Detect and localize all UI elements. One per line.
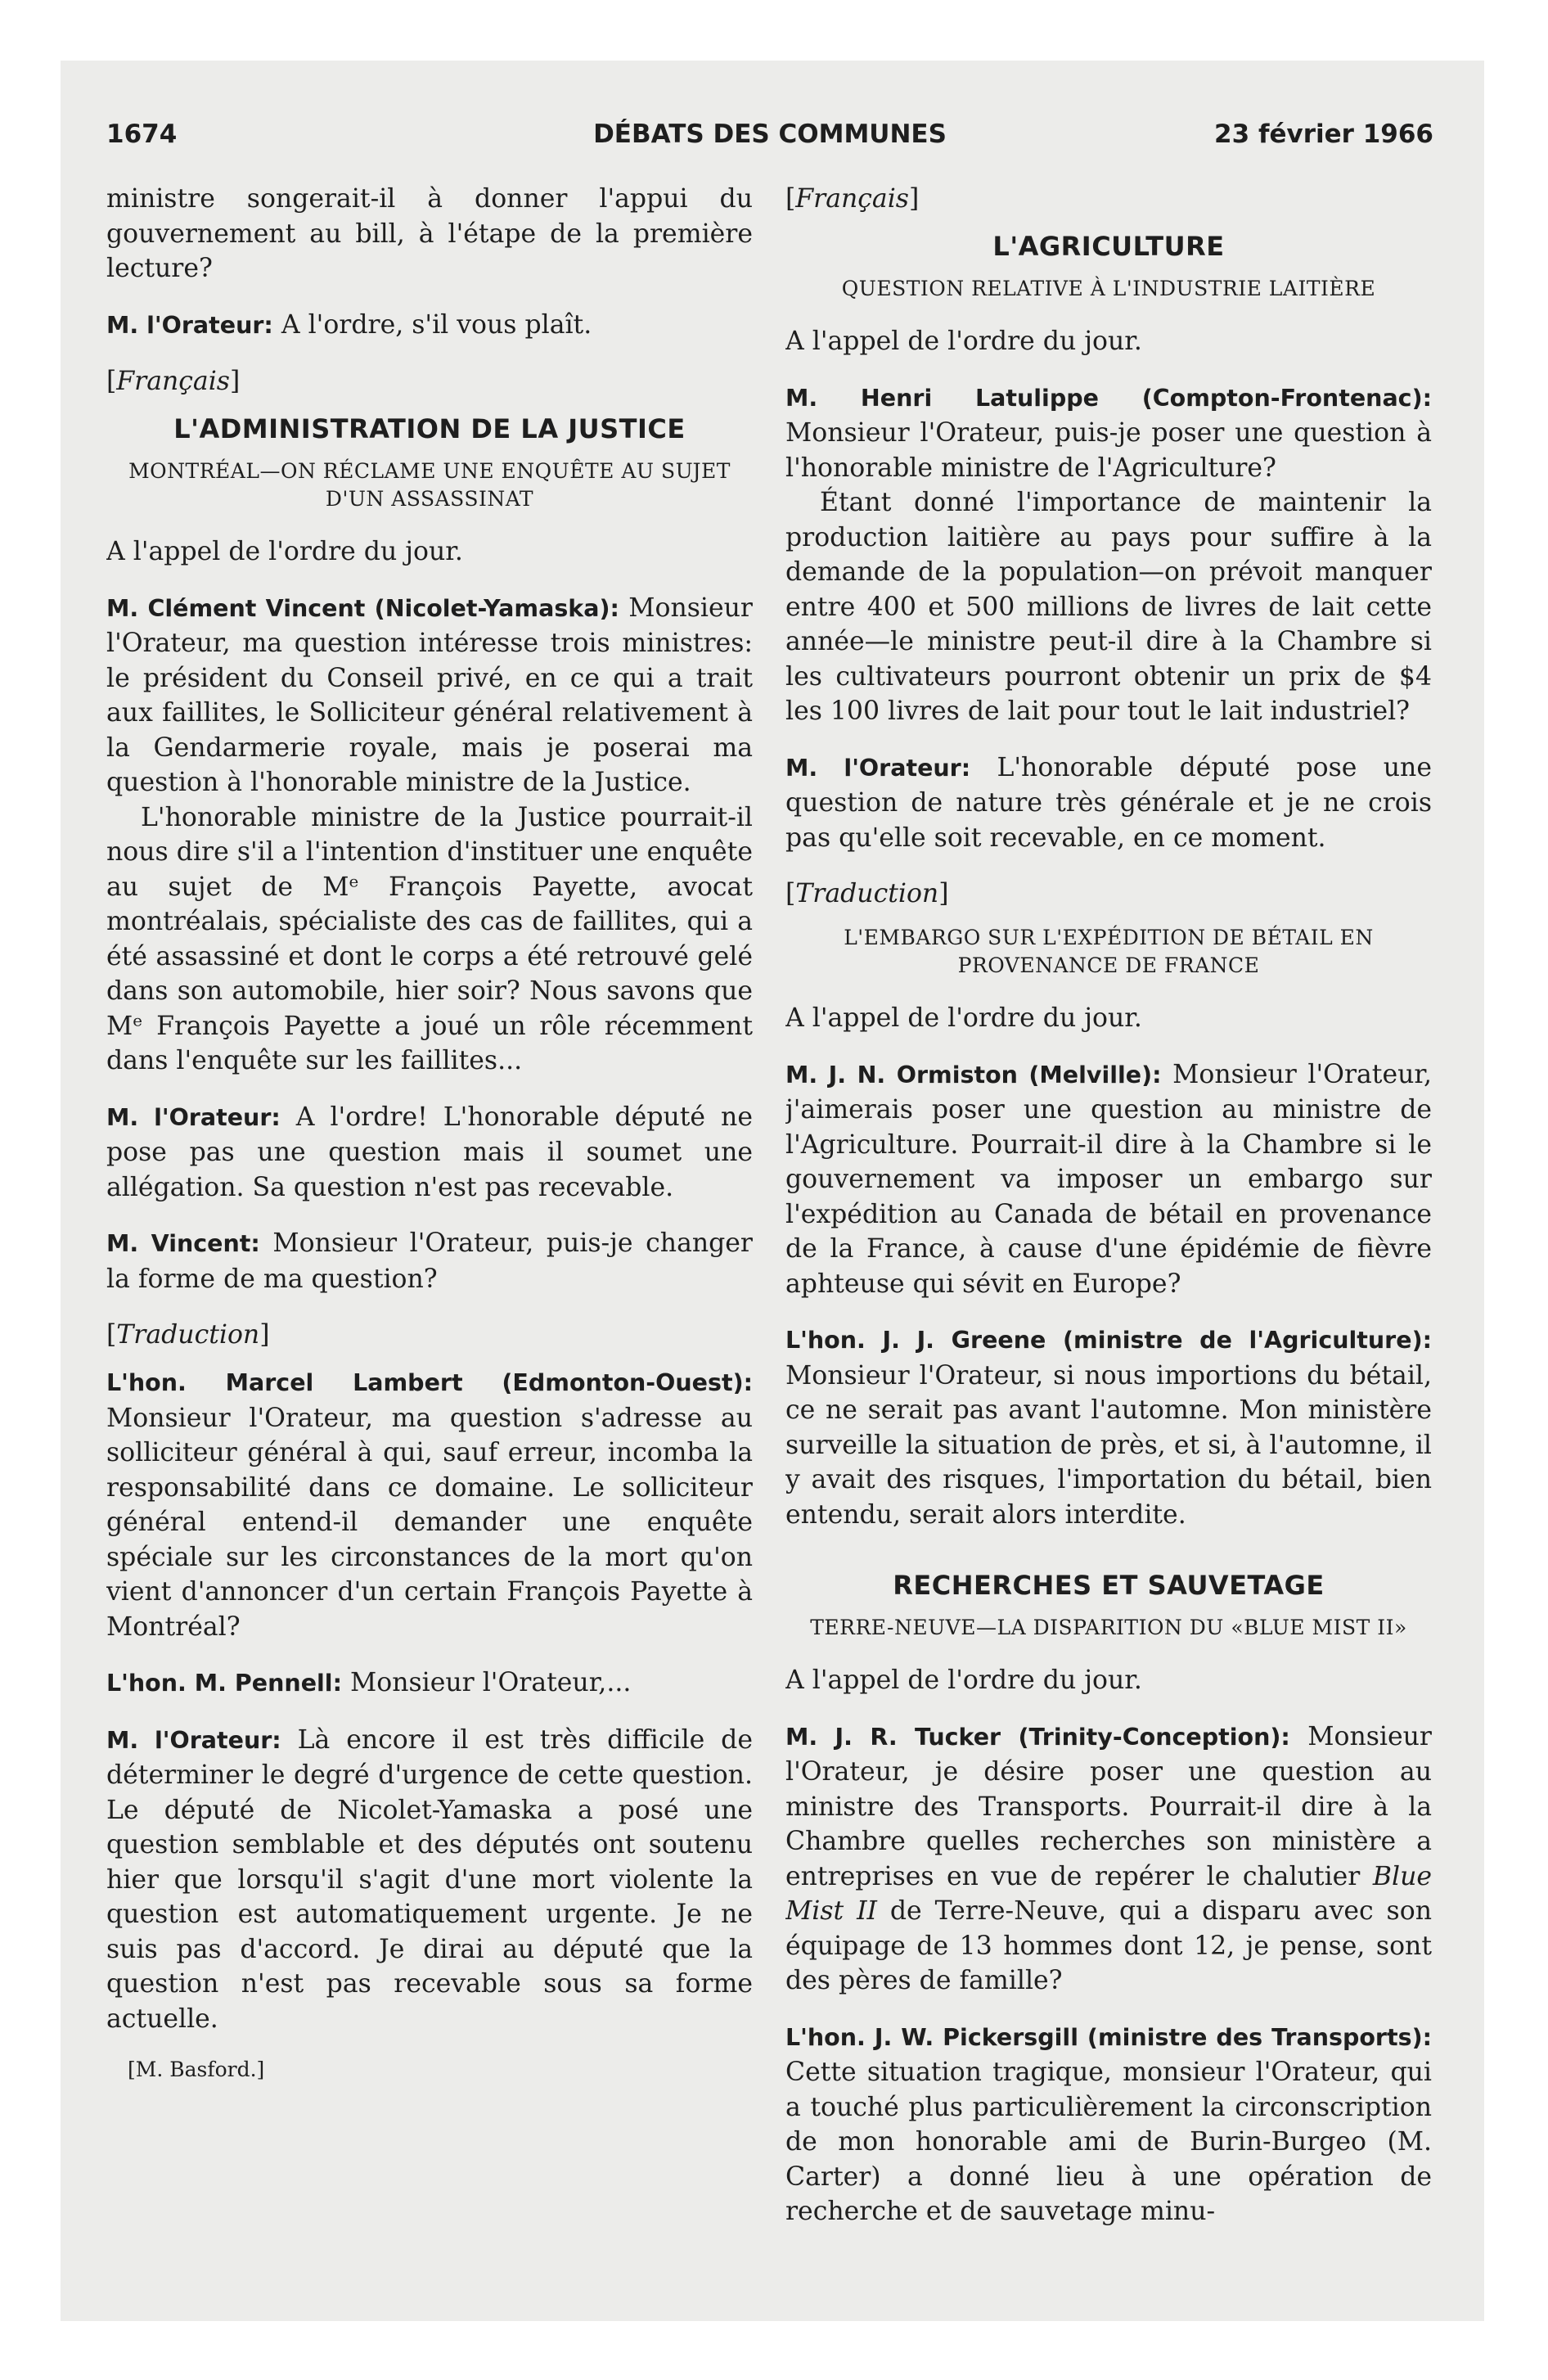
subsection-heading: MONTRÉAL—ON RÉCLAME UNE ENQUÊTE AU SUJET D'UN ASSASSINAT xyxy=(128,459,731,511)
speech-text: de Terre-Neuve, qui a disparu avec son équipage de 13 hommes dont 12, je pense, sont des pères de famille? xyxy=(785,1896,1432,1995)
speech-text: Monsieur l'Orateur, puis-je changer la forme de ma question? xyxy=(106,1228,753,1294)
paragraph: L'honorable ministre de la Justice pourrait-il nous dire s'il a l'intention d'instituer une enquête au sujet de Mᵉ François Payette, avocat montréalais, spécialiste des cas de faillites, qui a été assassiné et dont le corps a été retrouvé gelé dans son automobile, hier soir? Nous savons que Mᵉ François Payette a joué un rôle récemment dans l'enquête sur les faillites... xyxy=(106,802,753,1075)
language-marker: [Traduction] xyxy=(106,1320,270,1350)
paragraph xyxy=(785,1323,1432,1532)
language-label: Français xyxy=(795,184,909,214)
speech-text: Monsieur l'Orateur, ma question s'adresse au solliciteur général à qui, sauf erreur, incomba la responsabilité dans ce domaine. Le solliciteur général entend-il demander une enquête spéciale sur les circonstances de la mort qu'on vient d'annoncer d'un certain François Payette à Montréal? xyxy=(106,1403,753,1642)
speaker-name: L'hon. M. Pennell: xyxy=(106,1670,342,1697)
speech-text: Monsieur l'Orateur,... xyxy=(341,1668,632,1697)
publication-title: DÉBATS DES COMMUNES xyxy=(593,119,947,149)
paragraph: A l'appel de l'ordre du jour. xyxy=(106,537,463,566)
speech-text: Là encore il est très difficile de déterminer le degré d'urgence de cette question. Le député de Nicolet-Yamaska a posé une question semblable et des députés ont soutenu hier que lorsqu'il s'agit d'une mort violente la question est automatiquement urgente. Je ne suis pas d'accord. Je dirai au député que la question n'est pas recevable sous sa forme actuelle. xyxy=(106,1724,753,2034)
paragraph xyxy=(106,1723,753,2037)
paragraph xyxy=(785,381,1432,486)
speaker-name: M. Henri Latulippe (Compton-Frontenac): xyxy=(785,384,1432,412)
subsection-heading: L'EMBARGO SUR L'EXPÉDITION DE BÉTAIL EN PROVENANCE DE FRANCE xyxy=(844,926,1374,977)
speech-text: A l'ordre, s'il vous plaît. xyxy=(272,309,592,340)
language-label: Français xyxy=(116,367,230,396)
speech-text: A l'ordre! L'honorable député ne pose pas une question mais il soumet une allégation. Sa question n'est pas recevable. xyxy=(106,1102,753,1202)
paragraph xyxy=(785,2020,1432,2229)
speaker-name: M. l'Orateur: xyxy=(106,1726,281,1754)
speaker-name: L'hon. Marcel Lambert (Edmonton-Ouest): xyxy=(106,1369,753,1396)
paragraph: A l'appel de l'ordre du jour. xyxy=(785,327,1142,356)
subsection-heading: QUESTION RELATIVE À L'INDUSTRIE LAITIÈRE xyxy=(841,277,1376,300)
right-column xyxy=(785,182,1432,2277)
page-footer-note: [M. Basford.] xyxy=(128,2058,265,2081)
paragraph xyxy=(106,1100,753,1206)
speech-text: Monsieur l'Orateur, puis-je poser une question à l'honorable ministre de l'Agriculture? xyxy=(785,418,1432,483)
subsection-heading: TERRE-NEUVE—LA DISPARITION DU «BLUE MIST II» xyxy=(810,1616,1407,1639)
language-label: Traduction xyxy=(795,879,939,908)
page-number: 1674 xyxy=(106,119,178,149)
paragraph xyxy=(785,751,1432,856)
paragraph xyxy=(785,1720,1432,1999)
paragraph xyxy=(785,1057,1432,1302)
left-column xyxy=(106,182,753,2277)
speech-text: Cette situation tragique, monsieur l'Orateur, qui a touché plus particulièrement la circonscription de mon honorable ami de Burin-Burgeo (M. Carter) a donné lieu à une opération de recherche et de sauvetage minu- xyxy=(785,2058,1432,2226)
section-heading: L'ADMINISTRATION DE LA JUSTICE xyxy=(173,413,686,444)
speaker-name: M. J. N. Ormiston (Melville): xyxy=(785,1061,1162,1089)
paragraph: ministre songerait-il à donner l'appui du gouvernement au bill, à l'étape de la première lecture? xyxy=(106,184,753,283)
paragraph: A l'appel de l'ordre du jour. xyxy=(785,1666,1142,1695)
speaker-name: M. Vincent: xyxy=(106,1230,260,1257)
page-header xyxy=(106,119,1433,160)
speaker-name: L'hon. J. W. Pickersgill (ministre des Transports): xyxy=(785,2023,1432,2051)
speaker-name: M. l'Orateur: xyxy=(106,311,273,339)
paragraph: A l'appel de l'ordre du jour. xyxy=(785,1003,1142,1033)
section-heading: L'AGRICULTURE xyxy=(992,231,1225,262)
speech-text: Monsieur l'Orateur, je désire poser une question au ministre des Transports. Pourrait-il dire à la Chambre quelles recherches son ministère a entreprises en vue de repérer le chalutier xyxy=(785,1721,1432,1891)
paragraph xyxy=(106,1226,753,1296)
vessel-name: Blue Mist II xyxy=(785,1861,1432,1926)
section-heading: RECHERCHES ET SAUVETAGE xyxy=(893,1570,1325,1601)
paragraph xyxy=(106,308,753,344)
speaker-name: M. l'Orateur: xyxy=(106,1103,281,1131)
page-date: 23 février 1966 xyxy=(1214,119,1433,149)
language-marker: [Français] xyxy=(785,184,920,214)
speaker-name: M. l'Orateur: xyxy=(785,754,971,782)
language-marker: [Traduction] xyxy=(785,879,949,908)
speech-text: Monsieur l'Orateur, si nous importions du bétail, ce ne serait pas avant l'automne. Mon ministère surveille la situation de près, et si, à l'automne, il y avait des risques, l'importation du bétail, bien entendu, serait alors interdite. xyxy=(785,1360,1432,1530)
paragraph xyxy=(106,591,753,800)
speech-text: L'honorable député pose une question de nature très générale et je ne crois pas qu'elle soit recevable, en ce moment. xyxy=(785,752,1432,853)
speech-text: Monsieur l'Orateur, ma question intéresse trois ministres: le président du Conseil privé, en ce qui a trait aux faillites, le Solliciteur général relativement à la Gendarmerie royale, mais je poserai ma question à l'honorable ministre de la Justice. xyxy=(106,593,753,797)
speaker-name: M. J. R. Tucker (Trinity-Conception): xyxy=(785,1723,1290,1751)
speech-text: Monsieur l'Orateur, j'aimerais poser une question au ministre de l'Agriculture. Pourrait-il dire à la Chambre si le gouvernement va imposer un embargo sur l'expédition au Canada de bétail en provenance de la France, à cause d'une épidémie de fièvre aphteuse qui sévit en Europe? xyxy=(785,1059,1432,1299)
paragraph: Étant donné l'importance de maintenir la production laitière au pays pour suffire à la demande de la population—on prévoit manquer entre 400 et 500 millions de livres de lait cette année—le ministre peut-il dire à la Chambre si les cultivateurs pourront obtenir un prix de $4 les 100 livres de lait pour tout le lait industriel? xyxy=(785,488,1432,726)
language-label: Traduction xyxy=(116,1320,260,1350)
speaker-name: L'hon. J. J. Greene (ministre de l'Agriculture): xyxy=(785,1327,1432,1354)
language-marker: [Français] xyxy=(106,367,241,396)
speaker-name: M. Clément Vincent (Nicolet-Yamaska): xyxy=(106,594,619,622)
paragraph xyxy=(106,1666,753,1702)
paragraph xyxy=(106,1365,753,1644)
